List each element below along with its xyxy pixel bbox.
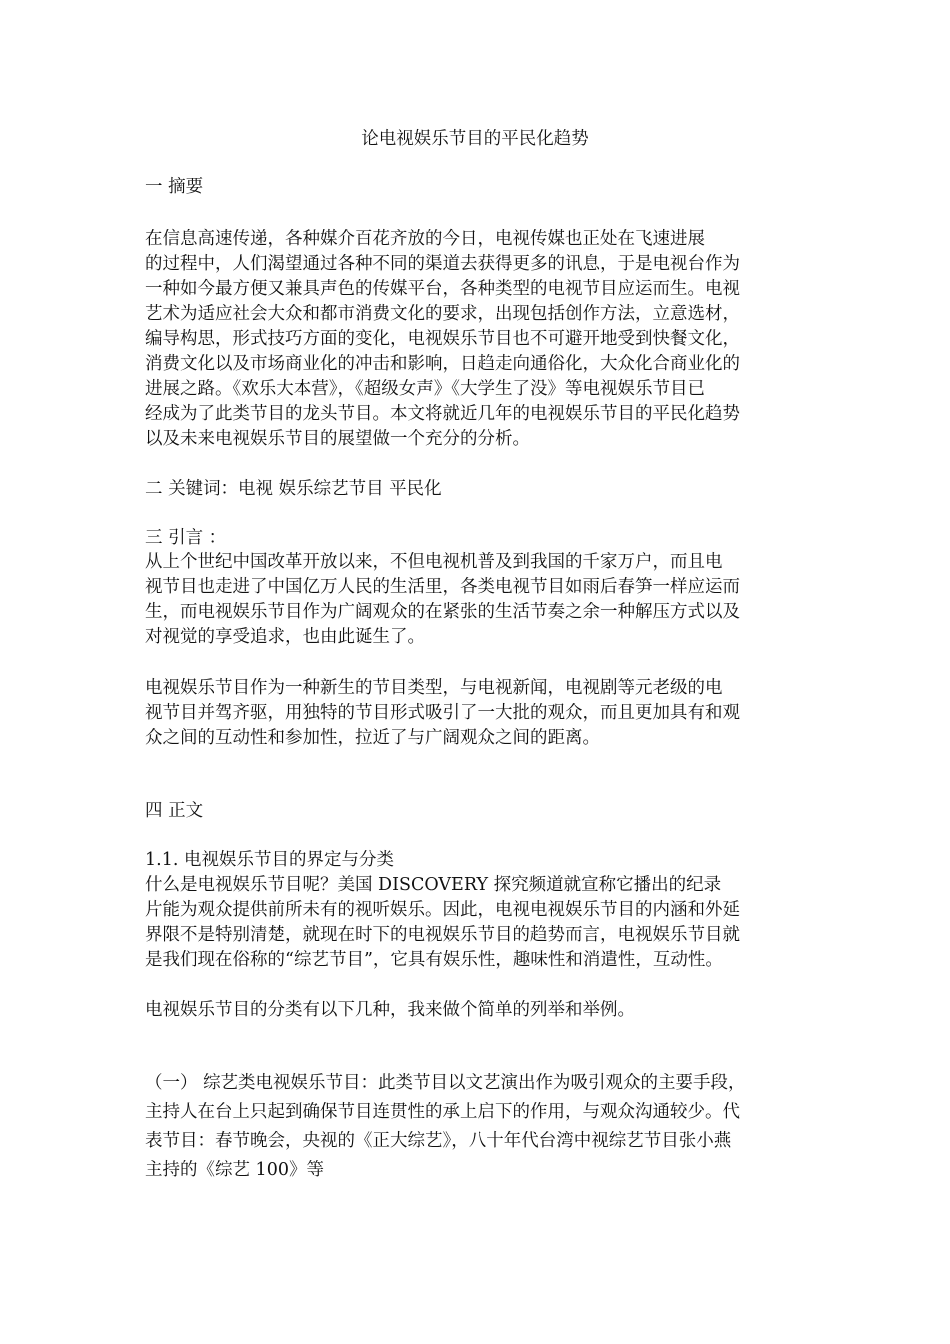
subsection-heading: 1.1. 电视娱乐节目的界定与分类 (145, 850, 394, 870)
abstract-line: 进展之路。《欢乐大本营》，《超级女声》《大学生了没》等电视娱乐节目已 (145, 379, 705, 399)
category-line: 表节目：春节晚会，央视的《正大综艺》，八十年代台湾中视综艺节目张小燕 (145, 1131, 732, 1151)
abstract-line: 在信息高速传递，各种媒介百花齐放的今日，电视传媒也正处在飞速进展 (145, 229, 705, 249)
abstract-line: 一种如今最方便又兼具声色的传媒平台，各种类型的电视节目应运而生。电视 (145, 279, 740, 299)
body-paragraph-line: 什么是电视娱乐节目呢？美国 DISCOVERY 探究频道就宣称它播出的纪录 (145, 875, 722, 895)
abstract-line: 经成为了此类节目的龙头节目。本文将就近几年的电视娱乐节目的平民化趋势 (145, 404, 740, 424)
body-heading: 四 正文 (145, 801, 204, 821)
abstract-line: 的过程中，人们渴望通过各种不同的渠道去获得更多的讯息，于是电视台作为 (145, 254, 740, 274)
intro-paragraph-line: 视节目并驾齐驱，用独特的节目形式吸引了一大批的观众，而且更加具有和观 (145, 703, 740, 723)
body-paragraph-line: 电视娱乐节目的分类有以下几种，我来做个简单的列举和举例。 (145, 1000, 635, 1020)
intro-paragraph-line: 众之间的互动性和参加性，拉近了与广阔观众之间的距离。 (145, 728, 600, 748)
keywords-line: 二 关键词：电视 娱乐综艺节目 平民化 (145, 479, 442, 499)
intro-paragraph-line: 对视觉的享受追求，也由此诞生了。 (145, 627, 425, 647)
body-paragraph-line: 是我们现在俗称的“综艺节目”，它具有娱乐性，趣味性和消遣性，互动性。 (145, 950, 723, 970)
abstract-line: 艺术为适应社会大众和都市消费文化的要求，出现包括创作方法，立意选材， (145, 304, 740, 324)
document-title: 论电视娱乐节目的平民化趋势 (361, 129, 589, 149)
abstract-heading: 一 摘要 (145, 177, 204, 197)
abstract-line: 编导构思，形式技巧方面的变化，电视娱乐节目也不可避开地受到快餐文化， (145, 329, 740, 349)
intro-paragraph-line: 视节目也走进了中国亿万人民的生活里，各类电视节目如雨后春笋一样应运而 (145, 577, 740, 597)
abstract-line: 消费文化以及市场商业化的冲击和影响，日趋走向通俗化，大众化合商业化的 (145, 354, 740, 374)
body-paragraph-line: 片能为观众提供前所未有的视听娱乐。因此，电视电视娱乐节目的内涵和外延 (145, 900, 740, 920)
intro-paragraph-line: 从上个世纪中国改革开放以来，不但电视机普及到我国的千家万户，而且电 (145, 552, 723, 572)
body-paragraph-line: 界限不是特别清楚，就现在时下的电视娱乐节目的趋势而言，电视娱乐节目就 (145, 925, 740, 945)
abstract-line: 以及未来电视娱乐节目的展望做一个充分的分析。 (145, 429, 530, 449)
intro-paragraph-line: 生，而电视娱乐节目作为广阔观众的在紧张的生活节奏之余一种解压方式以及 (145, 602, 740, 622)
intro-heading: 三 引言 ： (145, 528, 227, 548)
category-line: 主持人在台上只起到确保节目连贯性的承上启下的作用，与观众沟通较少。代 (145, 1102, 740, 1122)
category-line: 主持的《综艺 100》等 (145, 1160, 324, 1180)
intro-paragraph-line: 电视娱乐节目作为一种新生的节目类型，与电视新闻，电视剧等元老级的电 (145, 678, 723, 698)
category-line: （一） 综艺类电视娱乐节目：此类节目以文艺演出作为吸引观众的主要手段， (145, 1073, 746, 1093)
